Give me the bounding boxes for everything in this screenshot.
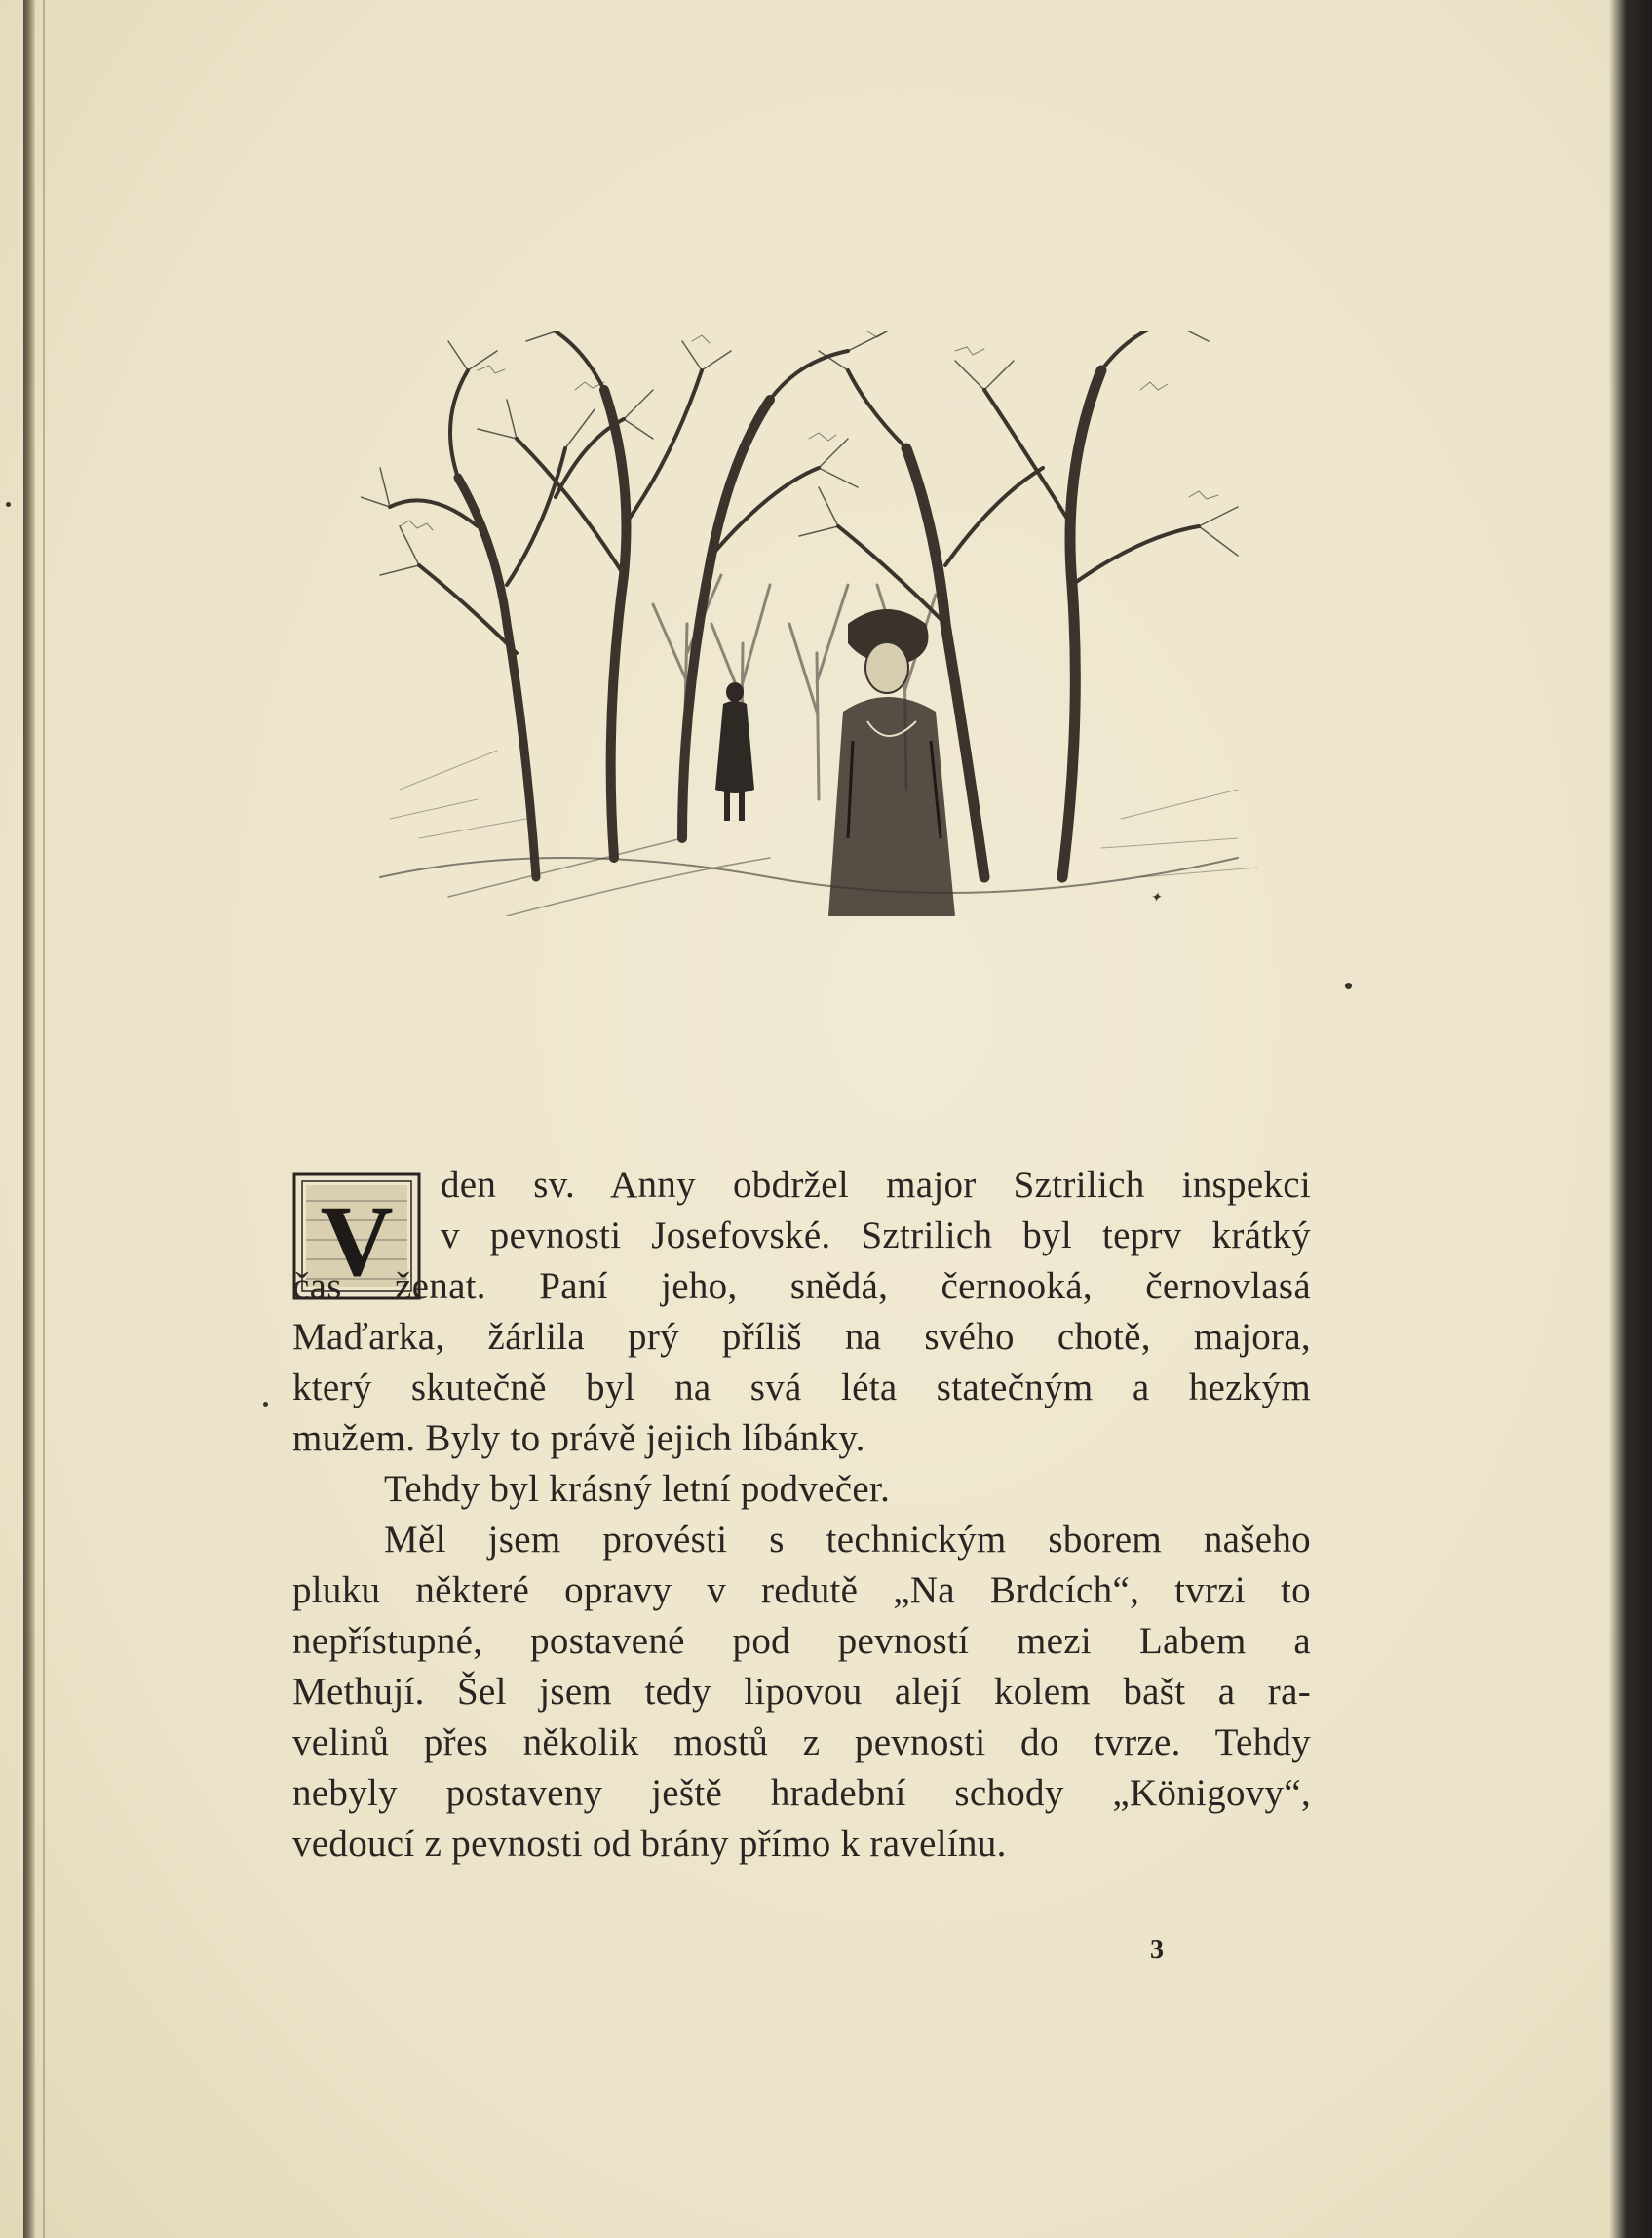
text-line: mužem. Byly to právě jejich líbánky. — [292, 1417, 865, 1459]
text-line: den sv. Anny obdržel major Sztrilich inspekci — [441, 1164, 1311, 1206]
text-line: Tehdy byl krásný letní podvečer. — [384, 1468, 891, 1510]
dropcap-letter: V — [320, 1185, 394, 1297]
paragraph — [292, 1160, 1311, 1464]
text-line: vedoucí z pevnosti od brány přímo k ravelínu. — [292, 1823, 1007, 1865]
text-line: nepřístupné, postavené pod pevností mezi Labem a — [292, 1620, 1311, 1662]
winter-alley-illustration — [361, 331, 1267, 916]
page-number: 3 — [1150, 1935, 1164, 1965]
body-text — [292, 1160, 1311, 1870]
text-line: v pevnosti Josefovské. Sztrilich byl teprv krátký — [441, 1215, 1311, 1256]
paragraph — [292, 1515, 1311, 1870]
text-line: čas ženat. Paní jeho, snědá, černooká, černovlasá — [292, 1265, 1311, 1307]
text-line: pluku některé opravy v redutě „Na Brdcích“, tvrzi to — [292, 1569, 1311, 1611]
text-line: který skutečně byl na svá léta statečným a hezkým — [292, 1367, 1311, 1408]
gutter-line — [43, 0, 45, 2238]
text-line: Měl jsem provésti s technickým sborem našeho — [384, 1519, 1311, 1561]
paper-speck — [263, 1402, 268, 1407]
book-spine-shadow — [23, 0, 35, 2238]
paper-speck — [6, 502, 11, 507]
text-line: nebyly postaveny ještě hradební schody „Königovy“, — [292, 1772, 1311, 1814]
illustration-signature: ✦ — [1150, 891, 1162, 906]
text-line: Methují. Šel jsem tedy lipovou alejí kolem bašt a ra- — [292, 1671, 1311, 1713]
paper-speck — [1345, 983, 1352, 989]
text-line: Maďarka, žárlila prý příliš na svého chotě, majora, — [292, 1316, 1311, 1358]
text-line: velinů přes několik mostů z pevnosti do tvrze. Tehdy — [292, 1721, 1311, 1763]
page-edge-shadow — [1609, 0, 1652, 2238]
paragraph — [292, 1464, 1311, 1515]
